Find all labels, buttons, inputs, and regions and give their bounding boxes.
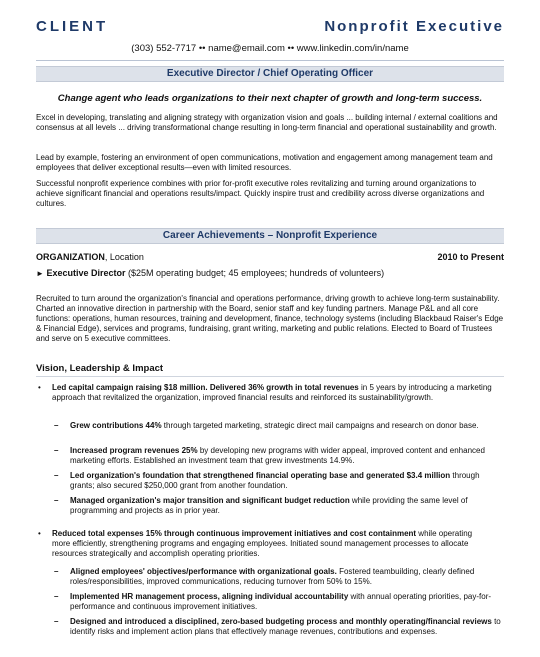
- achievement-bullet: [38, 529, 492, 559]
- dash-icon: –: [54, 421, 59, 430]
- subitem-text: to identify risks and implement action plans that effectively manage revenues, contributions and expenses.: [70, 617, 501, 636]
- dash-icon: –: [54, 567, 59, 576]
- email-link[interactable]: name@email.com: [208, 43, 285, 54]
- organization-location: , Location: [104, 252, 144, 262]
- arrow-icon: ►: [36, 269, 44, 278]
- candidate-name: CLIENT: [36, 18, 109, 35]
- subitem-text: while providing the same level of programming and projects as in prior year.: [70, 496, 468, 515]
- subitem-text: with annual operating priorities, pay-for-performance and continuous improvement initiatives.: [70, 592, 492, 611]
- achievements-heading: Career Achievements – Nonprofit Experience: [36, 228, 504, 244]
- achievement-subitem: [54, 617, 502, 637]
- role-line: [36, 268, 384, 278]
- subitem-text: by developing new programs with wider appeal, improved content and enhanced marketing efforts. Established an investment team that grew investments 14.9%.: [70, 446, 485, 465]
- dash-icon: –: [54, 496, 59, 505]
- role-title: Executive Director: [46, 268, 126, 278]
- summary-paragraph: Excel in developing, translating and aligning strategy with organization vision and goals ... building internal / external coalitions and consensus at all levels ... driving transformational change resulting in long-term financial and operational sustainability and growth.: [36, 113, 498, 132]
- organization-line: [36, 252, 144, 262]
- subitem-text: through grants; also secured $250,000 grant from another foundation.: [70, 471, 480, 490]
- contact-line: [0, 43, 540, 54]
- achievement-subitem: [54, 421, 502, 431]
- achievement-subitem: [54, 567, 502, 587]
- subitem-text: through targeted marketing, strategic direct mail campaigns and research on donor base.: [161, 421, 479, 430]
- subitem-highlight: Implemented HR management process, aligning individual accountability: [70, 592, 349, 601]
- subitem-highlight: Designed and introduced a disciplined, zero-based budgeting process and monthly operating/financial reviews: [70, 617, 492, 626]
- achievement-subitem: [54, 592, 502, 612]
- bullet-text: while operating more efficiently, strengthening programs and engaging employees. Initiated sound management processes to allocate resources strategically and accomplish operating priorities.: [52, 529, 473, 558]
- header-divider: [36, 60, 504, 61]
- achievement-subitem: [54, 471, 502, 491]
- section-subheading: Vision, Leadership & Impact: [36, 363, 504, 377]
- summary-paragraph: Lead by example, fostering an environment of open communications, motivation and engagement among management team and employees that deliver exceptional results—even with limited resources.: [36, 153, 493, 172]
- contact-separator: ••: [196, 43, 209, 54]
- bullet-highlight: Led capital campaign raising $18 million. Delivered 36% growth in total revenues: [52, 383, 359, 392]
- achievement-subitem: [54, 496, 502, 516]
- employment-dates: 2010 to Present: [437, 252, 504, 262]
- bullet-text: in 5 years by introducing a marketing approach that revitalized the organization, improved financial results and reinforced its sustainability/growth.: [52, 383, 492, 402]
- summary-paragraph: Successful nonprofit experience combines with prior for-profit executive roles revitalizing and turning around organizations to achieve significant financial and operations results/impact. Quickly inspire trust and credibility across diverse organizations and cultures.: [36, 179, 485, 208]
- bullet-icon: •: [38, 383, 41, 392]
- phone: (303) 552-7717: [131, 43, 197, 54]
- contact-separator: ••: [284, 43, 297, 54]
- achievement-bullet: [38, 383, 492, 403]
- dash-icon: –: [54, 446, 59, 455]
- subitem-highlight: Led organization's foundation that strengthened financial operating base and generated $3.4 million: [70, 471, 451, 480]
- dash-icon: –: [54, 471, 59, 480]
- subitem-text: Fostered teambuilding, clearly defined roles/responsibilities, improved communications, reducing turnover from 50% to 15%.: [70, 567, 475, 586]
- dash-icon: –: [54, 592, 59, 601]
- bullet-icon: •: [38, 529, 41, 538]
- subitem-highlight: Aligned employees' objectives/performance with organizational goals.: [70, 567, 337, 576]
- summary-tagline: Change agent who leads organizations to their next chapter of growth and long-term success.: [57, 93, 483, 104]
- summary-heading: Executive Director / Chief Operating Officer: [36, 66, 504, 82]
- subitem-highlight: Increased program revenues 25%: [70, 446, 198, 455]
- linkedin-link[interactable]: www.linkedin.com/in/name: [296, 43, 409, 54]
- subitem-highlight: Managed organization's major transition and significant budget reduction: [70, 496, 350, 505]
- achievement-subitem: [54, 446, 502, 466]
- role-detail: ($25M operating budget; 45 employees; hundreds of volunteers): [125, 268, 385, 278]
- organization-name: ORGANIZATION: [36, 252, 105, 262]
- target-title: Nonprofit Executive: [324, 18, 504, 35]
- dash-icon: –: [54, 617, 59, 626]
- bullet-highlight: Reduced total expenses 15% through continuous improvement initiatives and cost containment: [52, 529, 417, 538]
- role-description: Recruited to turn around the organization's financial and operations performance, driving growth to achieve long-term sustainability. Charted an innovative direction in partnership with the Board, senior staff and key funding partners. Manage P&L and all core functions: operations, human resources, training and development, finance, technology systems (including Blackbaud Raiser's Edge & Financial Edge), services and programs, fundraising, grant writing, marketing and public relations. Elected to Board of Trustees and serve on 5 executive committees.: [36, 294, 504, 343]
- subitem-highlight: Grew contributions 44%: [70, 421, 162, 430]
